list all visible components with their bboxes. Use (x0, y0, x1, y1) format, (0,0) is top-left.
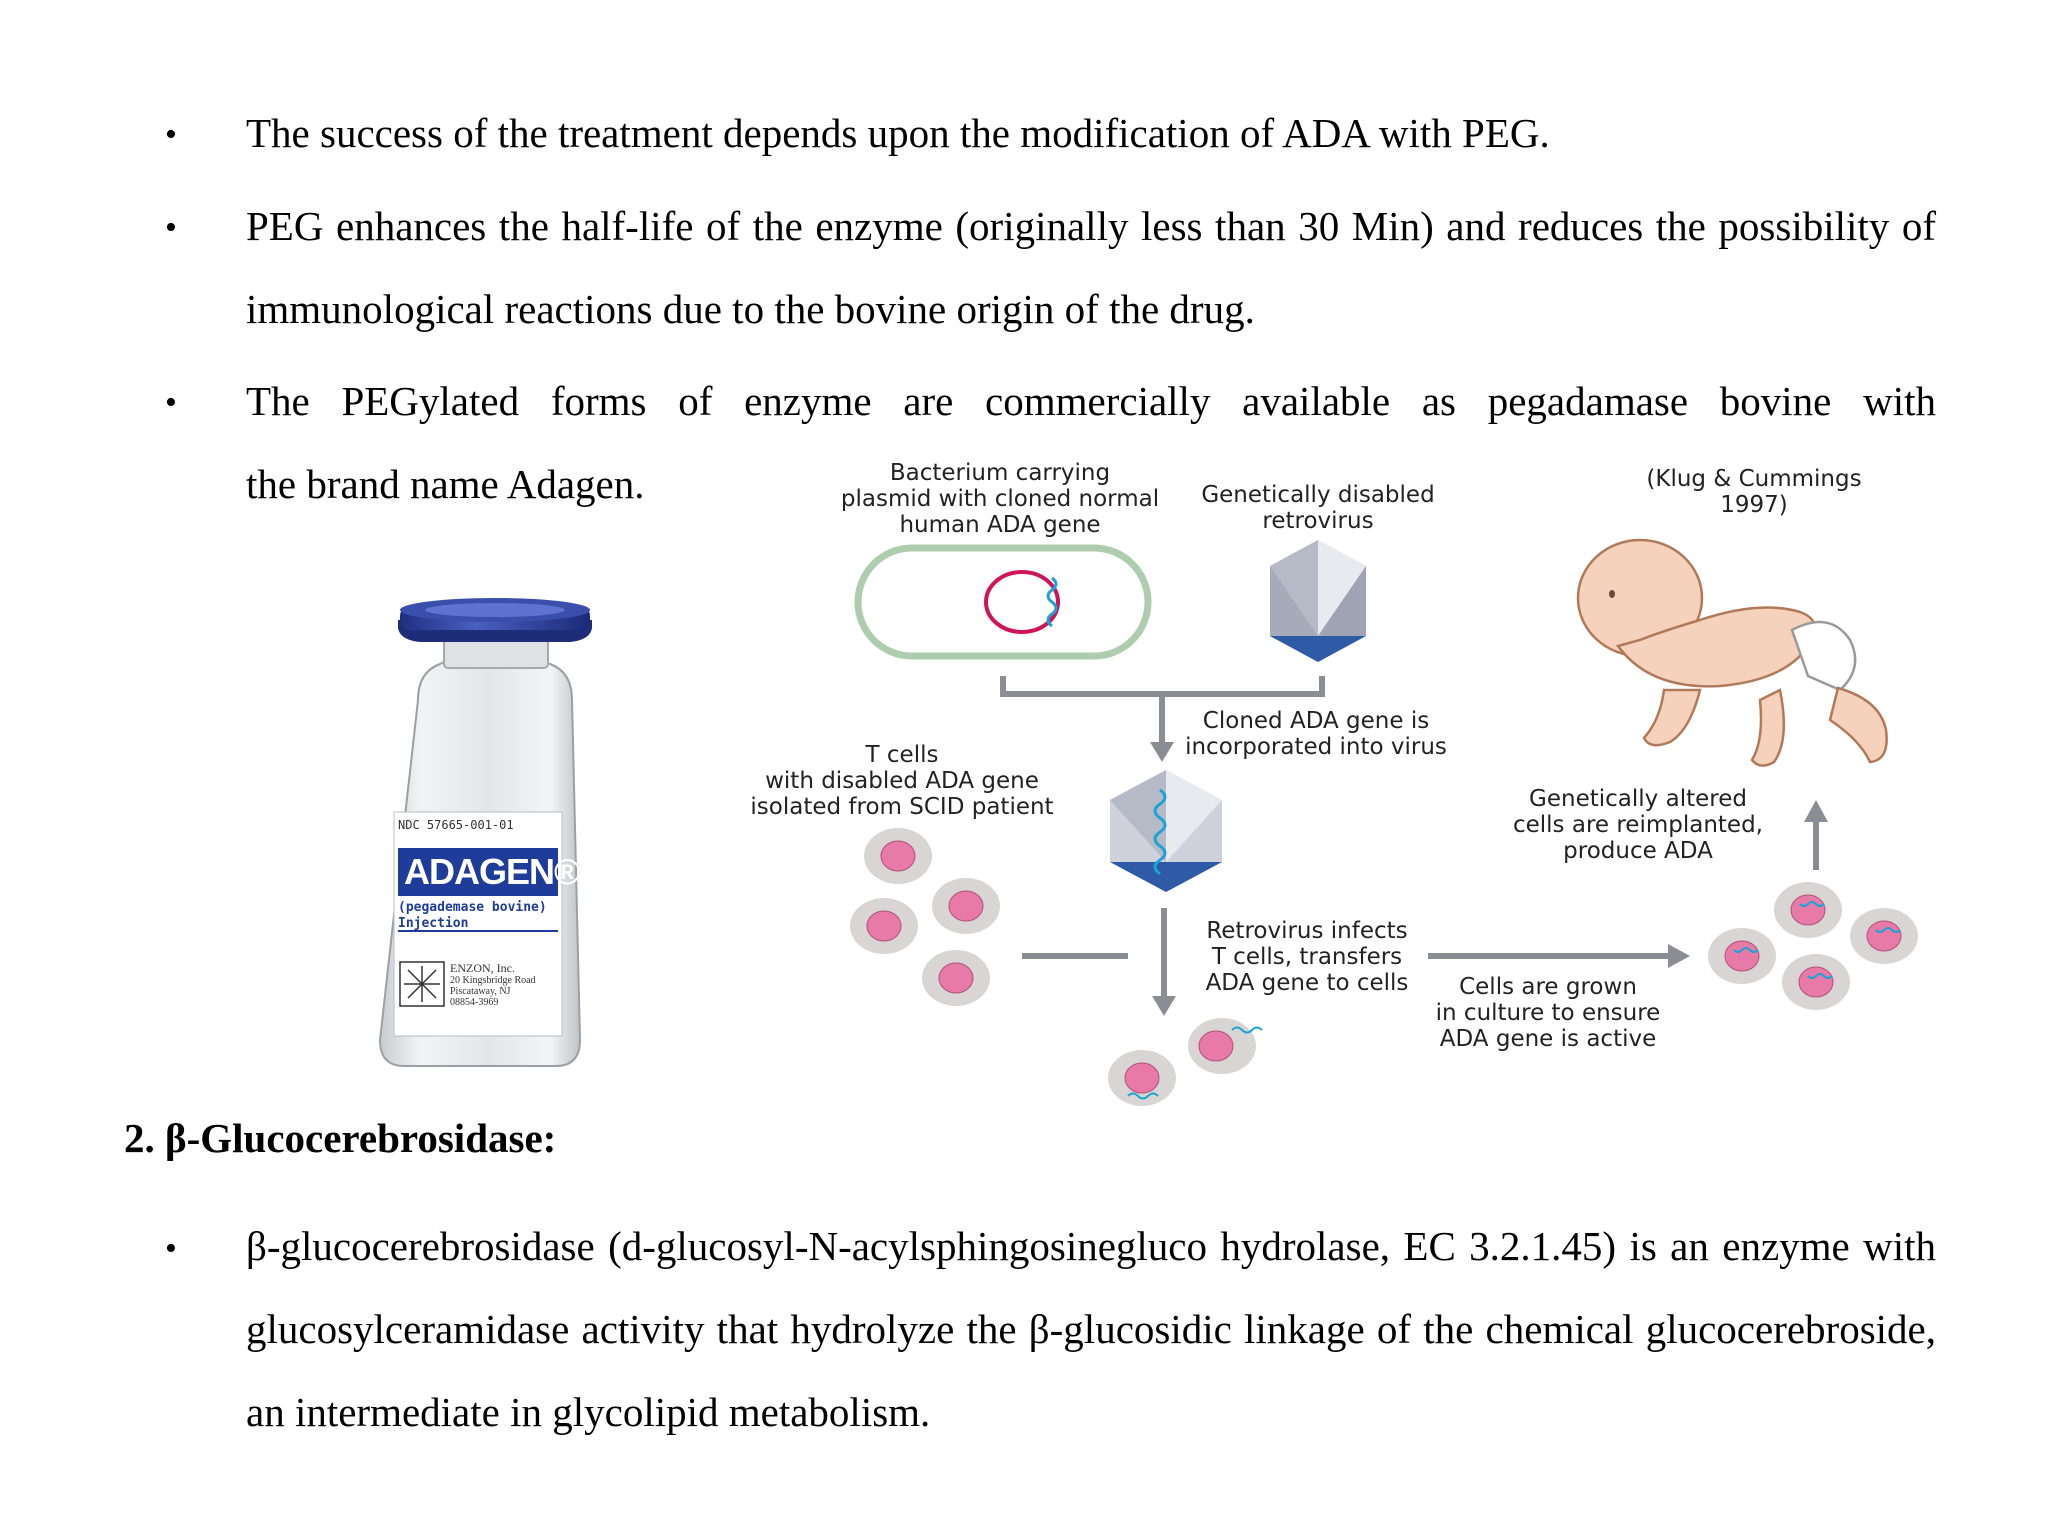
retrovirus-label: Genetically disabled retrovirus (1201, 482, 1435, 534)
retrovirus-icon (1270, 540, 1366, 662)
reimplanted-label: Genetically altered cells are reimplanted, produce ADA (1512, 786, 1763, 864)
citation-label: (Klug & Cummings 1997) (1646, 466, 1862, 518)
bullet-text-1: The success of the treatment depends upon the modification of ADA with PEG. (246, 110, 1550, 156)
section2-bullet-text: β-glucocerebrosidase (d-glucosyl-N-acylsphingosinegluco hydrolase, EC 3.2.1.45) is an enzyme with glucosylceramidase activity that hydrolyze the β-glucosidic linkage of the chemical glucocerebroside, an intermediate in glycolipid metabolism. (246, 1223, 1936, 1435)
bacterium-icon (858, 548, 1148, 656)
modified-cells-group (1708, 882, 1918, 1010)
grown-label: Cells are grown in culture to ensure ADA gene is active (1435, 974, 1661, 1052)
vial-manufacturer: ENZON, Inc. (450, 961, 515, 975)
vial-address-line3: 08854-3969 (450, 997, 499, 1008)
t-cells-group (850, 828, 1000, 1006)
vial-address-line2: Piscataway, NJ (450, 986, 511, 997)
bullet-text-3-line2: the brand name Adagen. (246, 461, 645, 507)
infects-label: Retrovirus infects T cells, transfers ADA gene to cells (1205, 918, 1409, 996)
bacterium-label: Bacterium carrying plasmid with cloned normal human ADA gene (840, 460, 1160, 538)
vial-brand-name: ADAGEN® (404, 851, 580, 892)
vial-generic-name: (pegademase bovine) (398, 900, 547, 915)
incorporated-label: Cloned ADA gene is incorporated into virus (1185, 708, 1447, 760)
vial-ndc-code: NDC 57665-001-01 (398, 818, 514, 832)
bullet-text-2: PEG enhances the half-life of the enzyme (originally less than 30 Min) and reduces the possibility of immunological reactions due to the bovine origin of the drug. (246, 203, 1936, 332)
baby-icon (1578, 540, 1887, 766)
bullet-marker: • (165, 1230, 177, 1267)
vial-dosage-form: Injection (398, 916, 469, 931)
bullet-text-3-line1: The PEGylated forms of enzyme are commercially available as pegadamase bovine with (246, 378, 1936, 424)
vial-address-line1: 20 Kingsbridge Road (450, 975, 536, 986)
infected-cells-group (1108, 1018, 1262, 1106)
t-cells-label: T cells with disabled ADA gene isolated from SCID patient (750, 742, 1054, 820)
bullet-marker: • (165, 384, 177, 421)
section-heading: 2. β-Glucocerebrosidase: (124, 1115, 557, 1161)
bullet-marker: • (165, 116, 177, 153)
retrovirus-with-gene-icon (1110, 770, 1222, 892)
bullet-marker: • (165, 209, 177, 246)
